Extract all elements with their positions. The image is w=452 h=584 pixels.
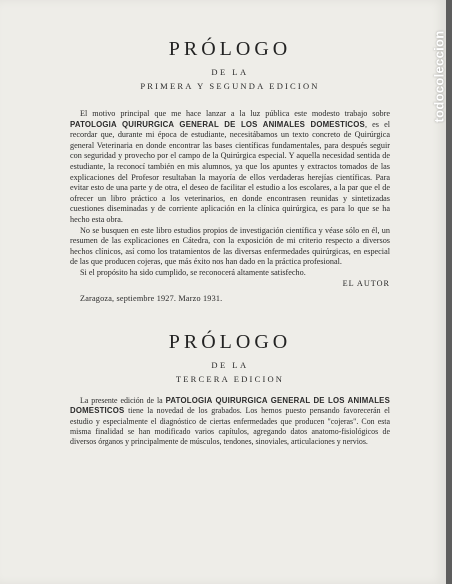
prologue-subtitle-de-la: DE LA [211, 67, 249, 77]
prologue-body-third [70, 396, 390, 447]
text-span: El motivo principal que me hace lanzar a la luz pública este modesto trabajo sobre [80, 109, 390, 118]
text-span: tiene la novedad de los grabados. Los hemos puesto pensando favorecerán el estudio y especialmente el diagnóstico de ciertas enfermedades que producen "cojeras". Con esta misma finalidad se han modificado varios capítulos, agregando datos anatomo-fisiológicos de diversos órganos y principalmente de músculos, tendones, sinoviales, articulaciones y nervios. [70, 406, 390, 446]
prologue-subtitle-edition: TERCERA EDICION [175, 374, 285, 385]
prologue-subtitle-de-la: DE LA [211, 360, 249, 371]
author-signature: EL AUTOR [342, 278, 390, 288]
prologue-subtitle-edition: PRIMERA Y SEGUNDA EDICION [140, 81, 320, 91]
prologue-title-first: PRÓLOGO [168, 38, 292, 60]
watermark-text: todocoleccion [431, 29, 447, 123]
text-span: , es el recordar que, durante mi época de estudiante, necesitábamos un texto concreto de Quirúrgica general Veterinaria en donde encontrar las bases científicas fundamentales, para después seguir con seguridad y provecho por el campo de la Quirúrgica especial. Y aquella necesidad sentida de estudiante, la reconocí también en mis alumnos, ya que los apuntes y extractos tomados de las explicaciones del Profesor resultaban la mayoría de ellos verdaderas herejías científicas. Para evitar esto de una parte y de otra, el deseo de facilitar el estudio a los escolares, a la par que el de ofrecer un libro práctico a los veterinarios, en donde encontrasen reunidas y sintetizadas cuestiones diseminadas y de corriente aplicación en la clínica quirúrgica, es para lo que se ha hecho esta obra. [70, 119, 390, 224]
book-title: PATOLOGIA QUIRURGICA GENERAL DE LOS ANIMALES DOMESTICOS [70, 119, 365, 129]
page-content [70, 38, 390, 447]
prologue-body-first [70, 109, 390, 289]
paragraph [70, 396, 390, 447]
paragraph: No se busquen en este libro estudios propios de investigación científica y véase sólo en él, un resumen de las explicaciones en Cátedra, con la exposición de mi criterio respecto a diversos hechos clínicos, así como los tratamientos de las diversas enfermedades quirúrgicas, en especial de las que producen cojeras, que más éxito nos han dado en la práctica profesional. [70, 225, 390, 267]
paragraph [70, 109, 390, 226]
book-title: PATOLOGIA QUIRURGICA GENERAL DE LOS ANIMALES DOMESTICOS [70, 396, 390, 416]
watermark-logo [430, 6, 448, 146]
paragraph: Si el propósito ha sido cumplido, se reconocerá altamente satisfecho. [80, 267, 306, 277]
prologue-title-third: PRÓLOGO [168, 331, 292, 354]
text-span: La presente edición de la [80, 396, 166, 406]
dateline: Zaragoza, septiembre 1927. Marzo 1931. [80, 294, 223, 304]
